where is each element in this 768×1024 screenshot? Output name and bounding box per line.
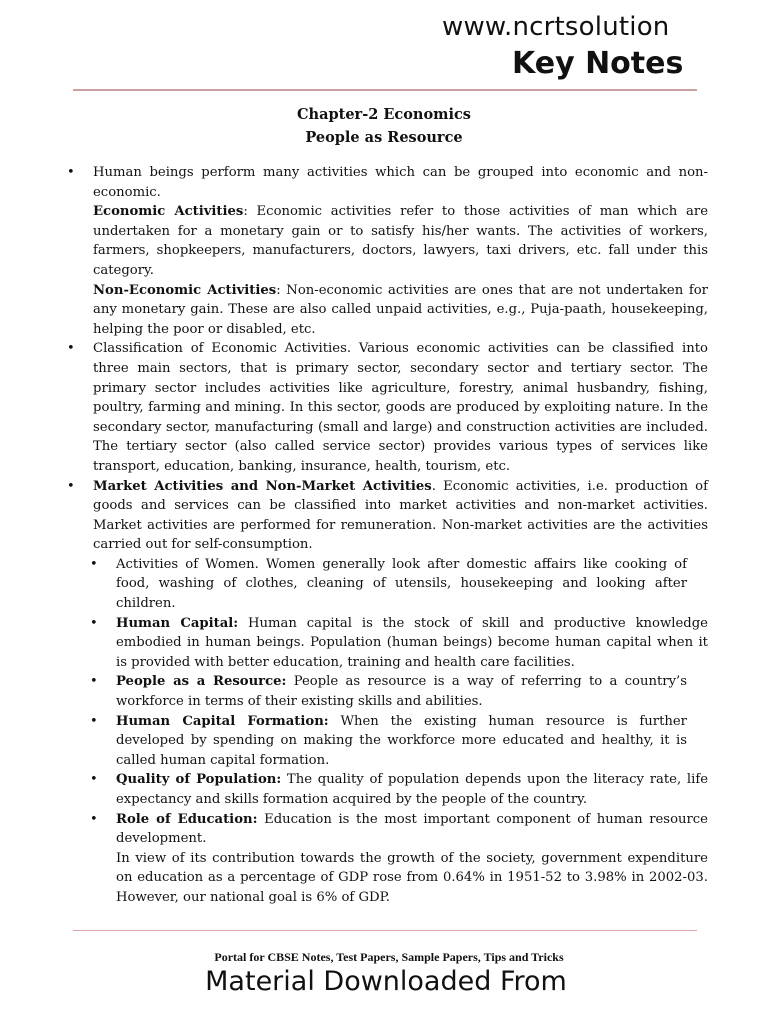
term-people-resource: People as a Resource: (116, 674, 287, 690)
non-economic-activities-text (93, 281, 708, 340)
chapter-heading (0, 103, 768, 149)
list-item (67, 163, 708, 339)
bullet-icon: • (67, 341, 75, 357)
key-notes-title: Key Notes (512, 46, 684, 81)
material-downloaded-text: Material Downloaded From (205, 966, 567, 997)
list-item (67, 477, 708, 555)
people-resource-text (116, 672, 687, 711)
people-resource-def: People as resource is a way of referring to a country’s workforce in terms of their existing skills and abilities. (116, 674, 687, 710)
chapter-subtitle: People as Resource (305, 129, 463, 146)
term-human-capital: Human Capital: (116, 615, 239, 631)
education-role-def: Education is the most important component of human resource development. (116, 811, 708, 847)
human-capital-def: Human capital is the stock of skill and productive knowledge embodied in human beings. Population (human beings) become human capital when it is provided with better education, training and health care facilities. (116, 615, 708, 670)
women-activities-text: Activities of Women. Women generally look after domestic affairs like cooking of food, washing of clothes, cleaning of utensils, housekeeping and looking after children. (116, 556, 687, 612)
bullet-icon: • (90, 713, 98, 729)
quality-population-def: The quality of population depends upon the literacy rate, life expectancy and skills formation acquired by the people of the country. (116, 772, 709, 807)
human-capital-text (116, 614, 708, 673)
capital-formation-text (116, 712, 687, 771)
term-economic-activities: Economic Activities (93, 204, 244, 220)
non-economic-activities-def: : Non-economic activities are ones that are not undertaken for any monetary gain. These are also called unpaid activities, e.g., Puja-paath, housekeeping, helping the poor or disabled, etc. (93, 282, 708, 337)
intro-text: Human beings perform many activities which can be grouped into economic and non-economic. (93, 165, 708, 200)
bullet-icon: • (90, 674, 98, 690)
market-activities-def: . Economic activities, i.e. production of goods and services can be classified into market activities and non-market activities. Market activities are performed for remuneration. Non-market activities are the activities carried out for self-consumption. (93, 478, 708, 553)
sub-list-item (90, 810, 708, 908)
economic-activities-text (93, 202, 708, 280)
term-non-economic-activities: Non-Economic Activities (93, 282, 277, 298)
site-url: www.ncrtsolution (442, 12, 670, 42)
notes-body (67, 163, 709, 908)
capital-formation-def: When the existing human resource is further developed by spending on making the workforce more educated and healthy, it is called human capital formation. (116, 713, 687, 768)
sub-list-item (90, 712, 687, 771)
sub-list-item (90, 672, 687, 711)
term-market-activities: Market Activities and Non-Market Activities (93, 478, 432, 494)
sub-list-item (90, 614, 708, 673)
footer-divider (73, 930, 697, 931)
term-capital-formation: Human Capital Formation: (116, 713, 329, 729)
education-expenditure-text: In view of its contribution towards the growth of the society, government expenditure on education as a percentage of GDP rose from 0.64% in 1951-52 to 3.98% in 2002-03. However, our national goal is 6% of GDP. (116, 850, 708, 905)
term-education-role: Role of Education: (116, 811, 258, 827)
bullet-icon: • (90, 615, 98, 631)
quality-population-text (116, 770, 708, 809)
bullet-icon: • (67, 478, 75, 494)
classification-text: Classification of Economic Activities. Various economic activities can be classified into three main sectors, that is primary sector, secondary sector and tertiary sector. The primary sector includes activities like agriculture, forestry, animal husbandry, fishing, poultry, farming and mining. In this sector, goods are produced by exploiting nature. In the secondary sector, manufacturing (small and large) and construction activities are included. The tertiary sector (also called service sector) provides various types of services like transport, education, banking, insurance, health, tourism, etc. (93, 341, 708, 474)
bullet-icon: • (90, 556, 98, 572)
chapter-title: Chapter-2 Economics (297, 106, 471, 123)
list-item (67, 339, 708, 476)
bullet-icon: • (67, 165, 75, 180)
sub-list-item (90, 555, 687, 614)
bullet-icon: • (90, 772, 98, 788)
economic-activities-def: : Economic activities refer to those activities of man which are undertaken for a monetary gain or to satisfy his/her wants. The activities of workers, farmers, shopkeepers, manufacturers, doctors, lawyers, taxi drivers, etc. fall under this category. (93, 204, 708, 278)
portal-tagline: Portal for CBSE Notes, Test Papers, Sample Papers, Tips and Tricks (214, 950, 564, 964)
header-divider (73, 89, 697, 91)
education-role-text (116, 810, 708, 849)
bullet-icon: • (90, 811, 98, 827)
market-activities-text (93, 477, 708, 555)
term-quality-population: Quality of Population: (116, 772, 282, 788)
sub-list-item (90, 770, 709, 809)
